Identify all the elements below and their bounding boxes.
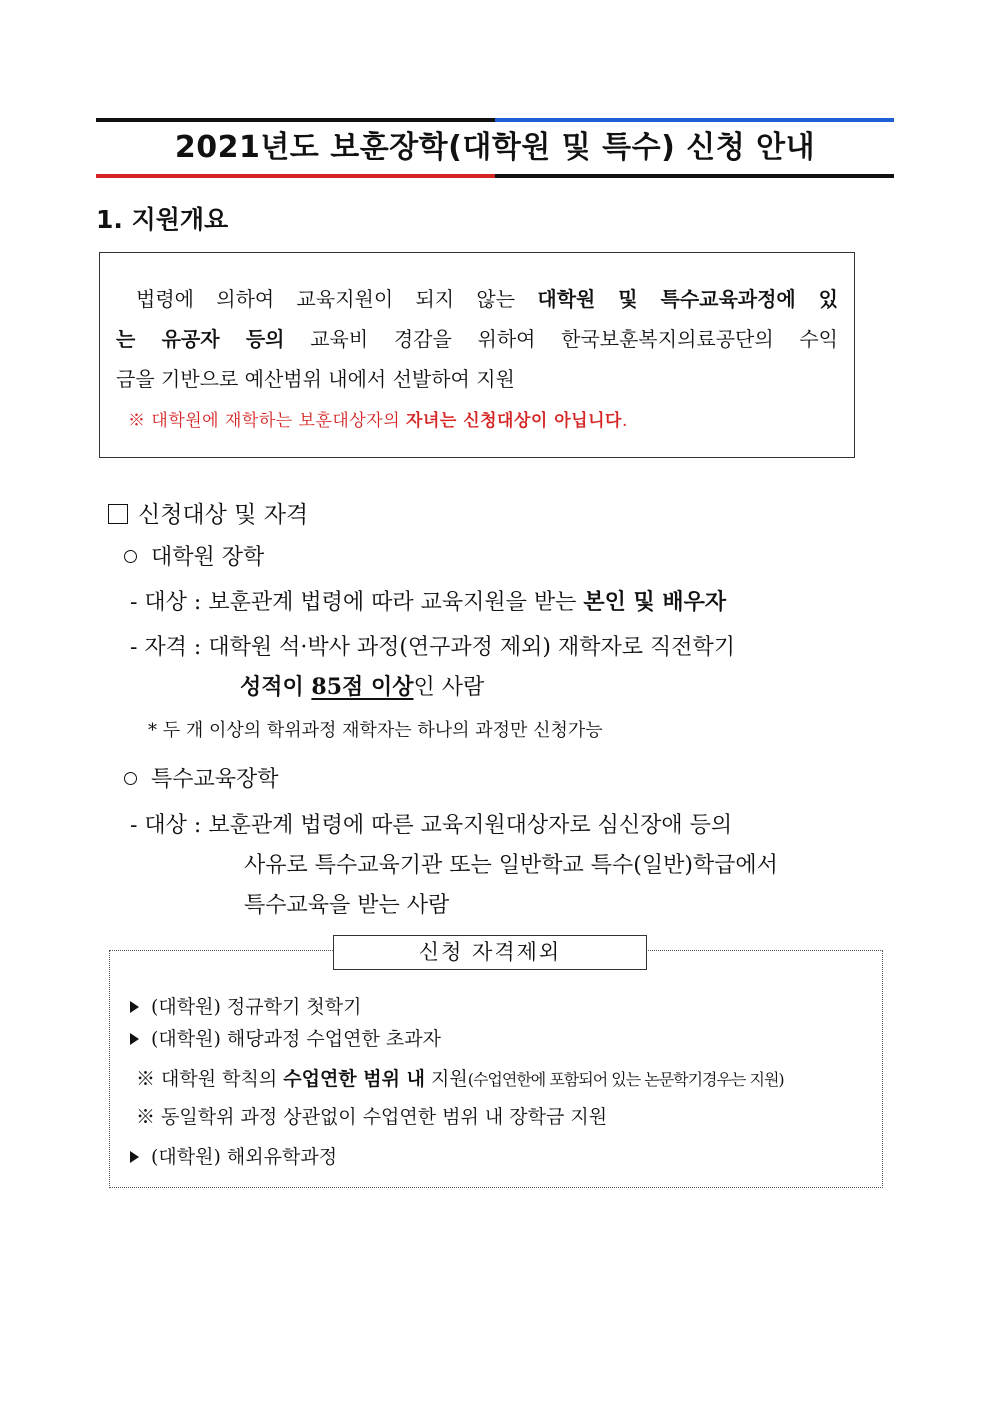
square-bullet-icon <box>108 504 128 524</box>
title-rule-top-right <box>495 118 894 122</box>
exclusion-note-1: ※ 대학원 학칙의 수업연한 범위 내 지원(수업연한에 포함되어 있는 논문학기경우는 지원) <box>136 1068 784 1090</box>
title-banner <box>96 118 894 178</box>
title-rule-bottom-left <box>96 174 495 178</box>
exclusion-note-2: ※ 동일학위 과정 상관없이 수업연한 범위 내 장학금 지원 <box>136 1106 608 1128</box>
overview-line-2: 는 유공자 등의 교육비 경감을 위하여 한국보훈복지의료공단의 수익 <box>116 327 838 351</box>
overview-box <box>99 252 855 458</box>
special-target-line-3: 특수교육을 받는 사람 <box>244 893 450 918</box>
triangle-bullet-icon <box>130 1033 139 1045</box>
overview-note: ※ 대학원에 재학하는 보훈대상자의 자녀는 신청대상이 아닙니다. <box>128 411 628 431</box>
section-heading-overview: 1. 지원개요 <box>96 205 229 234</box>
title-rule-bottom-right <box>495 174 894 178</box>
exclusion-item-2: (대학원) 해당과정 수업연한 초과자 <box>130 1024 441 1051</box>
triangle-bullet-icon <box>130 1001 139 1013</box>
special-target: - 대상 : 보훈관계 법령에 따른 교육지원대상자로 심신장애 등의 <box>130 813 733 838</box>
eligibility-heading: 신청대상 및 자격 <box>108 496 308 529</box>
grad-target: - 대상 : 보훈관계 법령에 따라 교육지원을 받는 본인 및 배우자 <box>130 589 727 615</box>
triangle-bullet-icon <box>130 1151 139 1163</box>
circle-bullet-icon <box>124 772 137 785</box>
overview-line-3: 금을 기반으로 예산범위 내에서 선발하여 지원 <box>116 367 515 391</box>
title-rule-top-left <box>96 118 495 122</box>
exclusion-item-3: (대학원) 해외유학과정 <box>130 1142 337 1169</box>
page-title: 2021년도 보훈장학(대학원 및 특수) 신청 안내 <box>174 130 816 165</box>
grad-heading: 대학원 장학 <box>124 540 264 571</box>
grad-qualification: - 자격 : 대학원 석·박사 과정(연구과정 제외) 재학자로 직전학기 <box>130 635 736 660</box>
grad-footnote: * 두 개 이상의 학위과정 재학자는 하나의 과정만 신청가능 <box>148 720 603 741</box>
exclusion-item-1: (대학원) 정규학기 첫학기 <box>130 992 361 1019</box>
special-heading: 특수교육장학 <box>124 762 279 793</box>
exclusion-tab-label: 신청 자격제외 <box>333 935 647 970</box>
special-target-line-2: 사유로 특수교육기관 또는 일반학교 특수(일반)학급에서 <box>244 853 778 878</box>
grad-qualification-line-2: 성적이 85점 이상인 사람 <box>240 674 485 700</box>
circle-bullet-icon <box>124 550 137 563</box>
overview-line-1: 법령에 의하여 교육지원이 되지 않는 대학원 및 특수교육과정에 있 <box>136 287 838 311</box>
